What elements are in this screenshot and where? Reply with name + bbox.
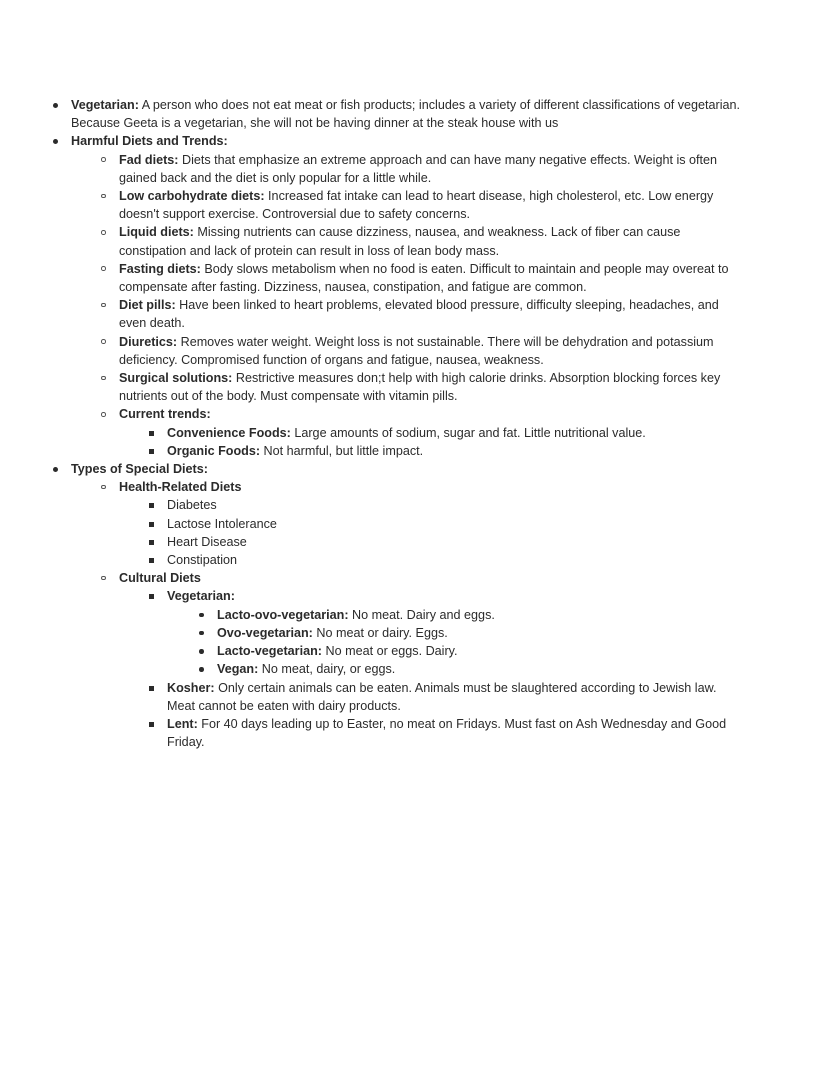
outline-item-description: Increased fat intake can lead to heart disease, high cholesterol, etc. Low energy doesn't support exercise. Controversial due to safety concerns. bbox=[119, 189, 714, 222]
outline-item-term: Lacto-vegetarian: bbox=[217, 644, 322, 659]
outline-item bbox=[52, 460, 745, 751]
outline-item-row bbox=[100, 260, 745, 296]
outline-item-term: Vegetarian: bbox=[167, 589, 235, 604]
outline-item-description: No meat, dairy, or eggs. bbox=[258, 662, 396, 677]
outline-item-text bbox=[100, 405, 745, 423]
outline-item-row bbox=[148, 515, 745, 533]
outline-item bbox=[148, 679, 745, 715]
outline-item bbox=[100, 569, 745, 751]
outline-item-text bbox=[100, 296, 745, 332]
outline-item-term: Lacto-ovo-vegetarian: bbox=[217, 607, 349, 622]
outline-item-text bbox=[52, 96, 745, 132]
outline-item-row bbox=[100, 333, 745, 369]
outline-item-term: Lent: bbox=[167, 716, 198, 731]
outline-item-text bbox=[100, 569, 745, 587]
outline-item-description: Diabetes bbox=[167, 498, 217, 513]
outline-level-3 bbox=[148, 424, 745, 460]
outline-item-row bbox=[148, 551, 745, 569]
outline-item-description: Lactose Intolerance bbox=[167, 516, 277, 531]
outline-item-term: Current trends: bbox=[119, 407, 211, 422]
outline-level-3 bbox=[148, 587, 745, 751]
outline-level-3 bbox=[148, 496, 745, 569]
outline-item-term: Cultural Diets bbox=[119, 571, 201, 586]
outline-item-description: Diets that emphasize an extreme approach and can have many negative effects. Weight is often gained back and the diet is only popular for a little while. bbox=[119, 152, 718, 185]
outline-item-term: Vegan: bbox=[217, 662, 259, 677]
outline-item-description: Only certain animals can be eaten. Animals must be slaughtered according to Jewish law. Meat cannot be eaten with dairy products. bbox=[167, 680, 717, 713]
outline-item bbox=[198, 642, 745, 660]
outline-item-text bbox=[148, 587, 745, 605]
outline-item-row bbox=[148, 496, 745, 514]
outline-item-text bbox=[100, 187, 745, 223]
outline-item-term: Convenience Foods: bbox=[167, 425, 291, 440]
outline-item bbox=[52, 96, 745, 132]
outline-item-description: Large amounts of sodium, sugar and fat. Little nutritional value. bbox=[290, 425, 646, 440]
outline-item-text bbox=[198, 660, 745, 678]
outline-item-text bbox=[100, 223, 745, 259]
outline-item-description: Body slows metabolism when no food is eaten. Difficult to maintain and people may overeat to compensate after fasting. Dizziness, nausea, constipation, and fatigue are common. bbox=[119, 261, 729, 295]
outline-item-description: Constipation bbox=[167, 553, 238, 568]
outline-item-description: Have been linked to heart problems, elevated blood pressure, difficulty sleeping, headaches, and even death. bbox=[119, 298, 719, 331]
outline-item bbox=[100, 151, 745, 187]
outline-item-row bbox=[100, 478, 745, 496]
outline-item-row bbox=[148, 424, 745, 442]
outline-item-row bbox=[52, 460, 745, 478]
outline-item-description: Restrictive measures don;t help with high calorie drinks. Absorption blocking forces key nutrients out of the body. Must compensate with vitamin pills. bbox=[119, 371, 721, 404]
outline-item-text bbox=[100, 260, 745, 296]
outline-item-text bbox=[52, 132, 745, 150]
outline-item-row bbox=[52, 96, 745, 132]
outline-item-description: No meat or dairy. Eggs. bbox=[312, 625, 448, 640]
outline-item bbox=[148, 424, 745, 442]
notes-outline bbox=[52, 96, 745, 751]
outline-item-row bbox=[100, 405, 745, 423]
outline-item-text bbox=[148, 551, 745, 569]
outline-item bbox=[100, 369, 745, 405]
outline-item-term: Kosher: bbox=[167, 680, 215, 695]
outline-item bbox=[148, 715, 745, 751]
outline-item-row bbox=[100, 569, 745, 587]
outline-item-term: Surgical solutions: bbox=[119, 371, 233, 386]
outline-item-row bbox=[100, 223, 745, 259]
outline-item bbox=[198, 606, 745, 624]
outline-item bbox=[100, 333, 745, 369]
outline-item-text bbox=[100, 151, 745, 187]
outline-item-description: Heart Disease bbox=[167, 534, 247, 549]
outline-item-term: Diet pills: bbox=[119, 298, 176, 313]
outline-level-2 bbox=[100, 478, 745, 751]
outline-item-term: Harmful Diets and Trends: bbox=[71, 134, 228, 149]
outline-item-row bbox=[100, 369, 745, 405]
outline-item-row bbox=[148, 715, 745, 751]
outline-level-1 bbox=[52, 96, 745, 751]
outline-item-row bbox=[148, 442, 745, 460]
outline-item-term: Fasting diets: bbox=[119, 261, 201, 276]
outline-item-description: Not harmful, but little impact. bbox=[260, 443, 424, 458]
outline-item bbox=[148, 587, 745, 678]
outline-item-row bbox=[198, 624, 745, 642]
outline-item bbox=[148, 496, 745, 514]
outline-item-term: Fad diets: bbox=[119, 152, 179, 167]
outline-item-row bbox=[100, 296, 745, 332]
outline-item-row bbox=[52, 132, 745, 150]
outline-level-2 bbox=[100, 151, 745, 460]
outline-item-term: Low carbohydrate diets: bbox=[119, 189, 265, 204]
outline-item bbox=[100, 223, 745, 259]
outline-item-description: No meat or eggs. Dairy. bbox=[321, 644, 458, 659]
outline-item-text bbox=[148, 515, 745, 533]
outline-item-row bbox=[148, 533, 745, 551]
outline-item-description: No meat. Dairy and eggs. bbox=[348, 607, 495, 622]
outline-item-term: Diuretics: bbox=[119, 334, 178, 349]
outline-item-term: Health-Related Diets bbox=[119, 480, 242, 495]
outline-item bbox=[100, 187, 745, 223]
outline-item bbox=[52, 132, 745, 460]
outline-item-description: Missing nutrients can cause dizziness, nausea, and weakness. Lack of fiber can cause constipation and lack of protein can result in loss of lean body mass. bbox=[119, 225, 681, 258]
outline-item bbox=[100, 478, 745, 569]
outline-item bbox=[198, 624, 745, 642]
outline-item-text bbox=[148, 715, 745, 751]
outline-item-term: Vegetarian: bbox=[71, 98, 139, 112]
outline-level-4 bbox=[198, 606, 745, 679]
outline-item-row bbox=[148, 679, 745, 715]
outline-item-text bbox=[148, 679, 745, 715]
outline-item-row bbox=[148, 587, 745, 605]
outline-item-description: Removes water weight. Weight loss is not sustainable. There will be dehydration and potassium deficiency. Compromised function of organs and fatigue, nausea, weakness. bbox=[119, 334, 714, 367]
outline-item-term: Liquid diets: bbox=[119, 225, 194, 240]
outline-item-term: Organic Foods: bbox=[167, 443, 261, 458]
outline-item-description: A person who does not eat meat or fish products; includes a variety of different classifications of vegetarian. Because Geeta is a vegetarian, she will not be having dinner at the steak house with us bbox=[71, 98, 741, 131]
outline-item-text bbox=[198, 624, 745, 642]
outline-item bbox=[100, 260, 745, 296]
outline-item-text bbox=[100, 478, 745, 496]
outline-item-text bbox=[148, 442, 745, 460]
outline-item bbox=[148, 515, 745, 533]
outline-item-text bbox=[148, 533, 745, 551]
outline-item-text bbox=[198, 606, 745, 624]
outline-item-text bbox=[198, 642, 745, 660]
outline-item-text bbox=[52, 460, 745, 478]
outline-item bbox=[100, 405, 745, 460]
outline-item bbox=[100, 296, 745, 332]
outline-item bbox=[148, 533, 745, 551]
outline-item-row bbox=[100, 151, 745, 187]
outline-item-row bbox=[198, 642, 745, 660]
outline-item-term: Types of Special Diets: bbox=[71, 462, 208, 477]
outline-item-row bbox=[198, 606, 745, 624]
outline-item bbox=[198, 660, 745, 678]
outline-item bbox=[148, 551, 745, 569]
outline-item-term: Ovo-vegetarian: bbox=[217, 625, 313, 640]
outline-item-description: For 40 days leading up to Easter, no meat on Fridays. Must fast on Ash Wednesday and Good Friday. bbox=[167, 716, 727, 750]
outline-item bbox=[148, 442, 745, 460]
outline-item-text bbox=[148, 496, 745, 514]
outline-item-row bbox=[198, 660, 745, 678]
outline-item-row bbox=[100, 187, 745, 223]
outline-item-text bbox=[100, 333, 745, 369]
outline-item-text bbox=[148, 424, 745, 442]
outline-item-text bbox=[100, 369, 745, 405]
